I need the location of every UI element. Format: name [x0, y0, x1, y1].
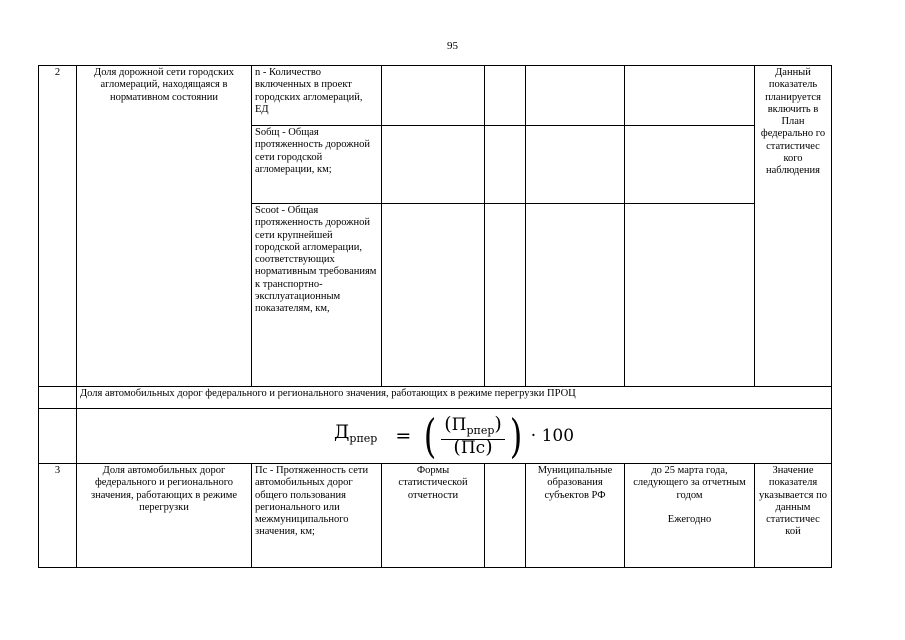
formula-lhs: $Д_{рпер}$ [333, 421, 378, 446]
deadline-frequency [625, 464, 755, 568]
row-number: 2 [39, 66, 77, 387]
table-row [39, 66, 832, 126]
formula-cell [77, 409, 832, 464]
formula-fraction [441, 413, 505, 458]
deadline: до 25 марта года, следующего за отчетным годом [633, 465, 746, 501]
left-paren-icon: ( [423, 409, 437, 463]
indicator-name: Доля дорожной сети городских агломераций, находящаяся в нормативном состоянии [77, 66, 252, 387]
variable-description: Sобщ - Общая протяженность дорожной сети городской агломерации, км; [252, 126, 382, 204]
formula-multiplier: · 100 [530, 425, 575, 446]
empty-cell [526, 126, 625, 204]
formula-denominator: (Пс) [453, 435, 493, 458]
variable-description: n - Количество включенных в проект городских агломераций, ЕД [252, 66, 382, 126]
indicator-note: Значение показателя указывается по данным статистичес кой [755, 464, 832, 568]
section-title: Доля автомобильных дорог федерального и регионального значения, работающих в режиме перегрузки ПРОЦ [77, 387, 832, 409]
responsible-party: Муниципальные образования субъектов РФ [526, 464, 625, 568]
indicator-note: Данный показатель планируется включить в План федерально го статистичес кого наблюдения [755, 66, 832, 387]
variable-description: Scoot - Общая протяженность дорожной сети крупнейшей городской агломерации, соответствующих нормативным требованиям к транспортно-эксплуатационным показателям, км, [252, 204, 382, 387]
indicator-name: Доля автомобильных дорог федерального и регионального значения, работающих в режиме перегрузки [77, 464, 252, 568]
empty-cell [39, 409, 77, 464]
empty-cell [526, 66, 625, 126]
empty-cell [526, 204, 625, 387]
indicators-table [38, 65, 832, 568]
frequency: Ежегодно [667, 513, 712, 525]
page-number: 95 [447, 40, 458, 52]
empty-cell [625, 204, 755, 387]
row-number: 3 [39, 464, 77, 568]
section-title-row [39, 387, 832, 409]
empty-cell [39, 387, 77, 409]
formula-numerator: $(П_{рпер})$ [441, 418, 505, 439]
empty-cell [485, 464, 526, 568]
formula [80, 410, 828, 462]
empty-cell [625, 126, 755, 204]
empty-cell [382, 126, 485, 204]
empty-cell [382, 204, 485, 387]
formula-equals: = [395, 424, 412, 447]
table-row [39, 464, 832, 568]
empty-cell [382, 66, 485, 126]
empty-cell [625, 66, 755, 126]
empty-cell [485, 126, 526, 204]
right-paren-icon: ) [509, 409, 523, 463]
empty-cell [485, 204, 526, 387]
formula-row [39, 409, 832, 464]
variable-description: Пс - Протяженность сети автомобильных дорог общего пользования регионального или межмуниципального значения, км; [252, 464, 382, 568]
data-source: Формы статистической отчетности [382, 464, 485, 568]
empty-cell [485, 66, 526, 126]
